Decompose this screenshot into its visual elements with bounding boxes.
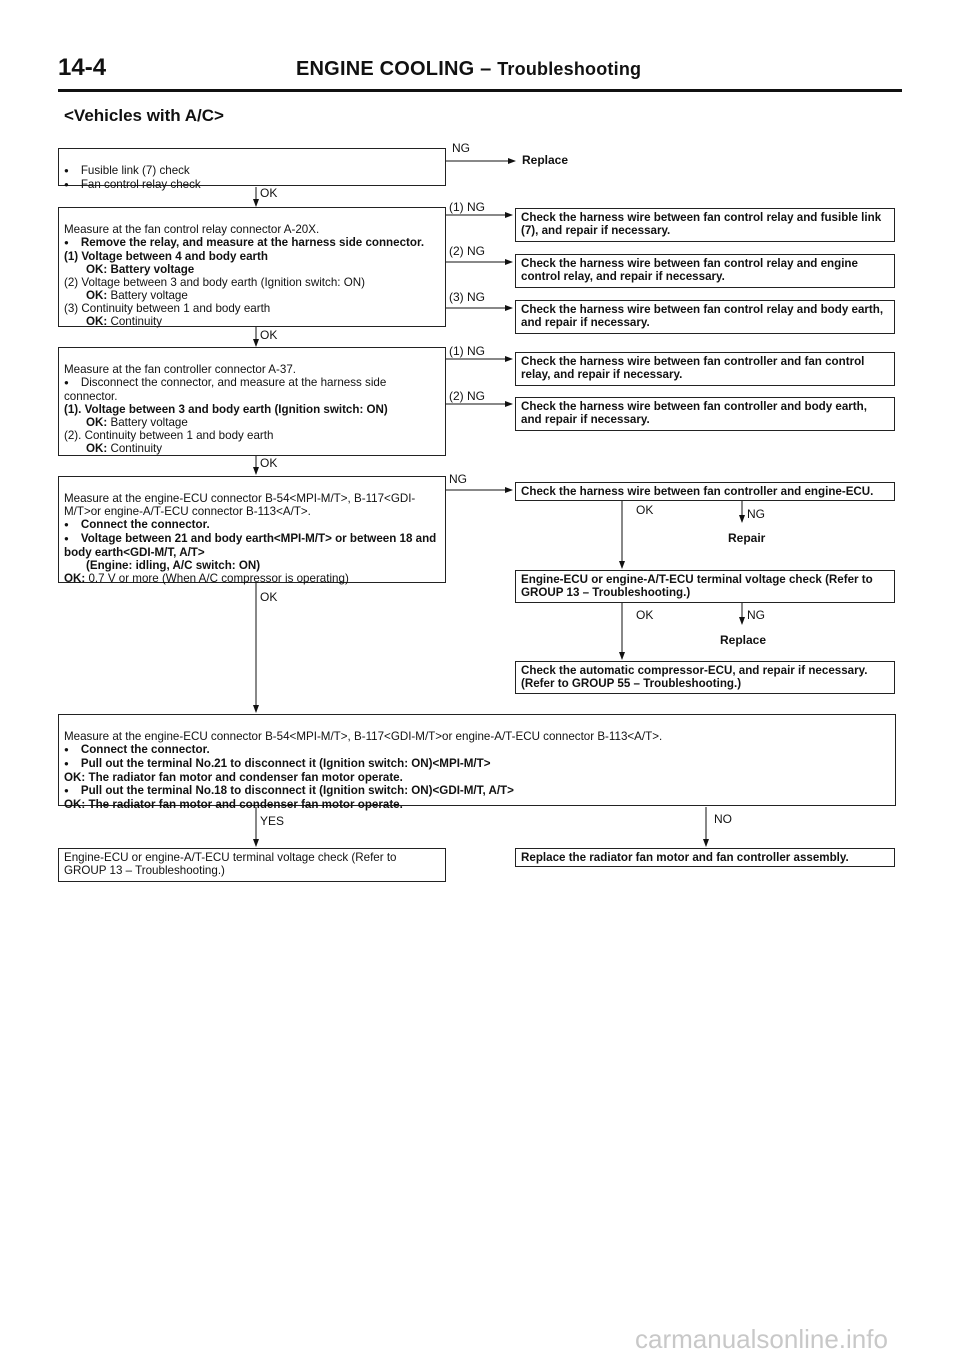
step3-l1: (1). Voltage between 3 and body earth (Ignition switch: ON) <box>64 403 388 416</box>
step2-bullet: ● Remove the relay, and measure at the harness side connector. <box>64 236 424 249</box>
replace-label: Replace <box>720 633 767 647</box>
step2-ng3-label: (3) NG <box>449 290 485 304</box>
step5-bullet-connect: ● Connect the connector. <box>64 743 210 756</box>
step4-bullet-voltage: ● Voltage between 21 and body earth<MPI-M/T> or between 18 and body earth<GDI-M/T, A/T> <box>64 532 439 559</box>
step4-condition: (Engine: idling, A/C switch: ON) <box>86 559 261 572</box>
step2-ng1-label: (1) NG <box>449 200 485 214</box>
step1-replace: Replace <box>522 153 569 167</box>
step5-no18-ok: The radiator fan motor and condenser fan motor operate. <box>85 798 403 811</box>
step4-harness-check: Check the harness wire between fan controller and engine-ECU. <box>515 482 895 501</box>
step2-title: Measure at the fan control relay connector A-20X. <box>64 223 320 236</box>
step2-l2-ok-key: OK: <box>86 289 108 302</box>
step4-box <box>58 476 446 583</box>
step1-bullet-relay: ● Fan control relay check <box>64 178 201 191</box>
step4-terminal-check: Engine-ECU or engine-A/T-ECU terminal voltage check (Refer to GROUP 13 – Troubleshooting.) <box>515 570 895 603</box>
step2-ok-label: OK <box>260 328 278 342</box>
step3-box <box>58 347 446 456</box>
step1-box <box>58 148 446 191</box>
step1-ok-label: OK <box>260 186 278 200</box>
step4-ok: 0.7 V or more (When A/C compressor is operating) <box>85 572 349 585</box>
step3-l2-ok-key: OK: <box>86 442 108 455</box>
step3-ng2-label: (2) NG <box>449 389 485 403</box>
step5-no21-ok: The radiator fan motor and condenser fan motor operate. <box>85 771 403 784</box>
step3-l1-ok-key: OK: <box>86 416 108 429</box>
step4-ok-label: OK <box>260 590 278 604</box>
step5-no18-ok-key: OK: <box>64 798 86 811</box>
step2-ng2-label: (2) NG <box>449 244 485 258</box>
step3-ng1-result: Check the harness wire between fan controller and fan control relay, and repair if necessary. <box>515 352 895 386</box>
step2-ng3-result: Check the harness wire between fan control relay and body earth, and repair if necessary. <box>515 300 895 334</box>
step4-title: Measure at the engine-ECU connector B-54<MPI-M/T>, B-117<GDI-M/T>or engine-A/T-ECU connector B-113<A/T>. <box>64 492 416 518</box>
title-separator: – <box>474 58 498 80</box>
step5-yes-result-text: Engine-ECU or engine-A/T-ECU terminal voltage check (Refer to GROUP 13 – Troubleshooting.) <box>64 851 400 877</box>
step5-box <box>58 714 896 811</box>
harness-ng-label: NG <box>747 507 765 521</box>
repair-label: Repair <box>728 531 766 545</box>
step3-ng2-result: Check the harness wire between fan controller and body earth, and repair if necessary. <box>515 397 895 431</box>
step2-ng2-result: Check the harness wire between fan control relay and engine control relay, and repair if necessary. <box>515 254 895 288</box>
step2-l3-ok: Continuity <box>107 315 163 328</box>
check2-ok-label: OK <box>636 608 654 622</box>
step4-ng-label: NG <box>449 472 467 486</box>
page-number: 14-4 <box>58 54 107 81</box>
step2-l2-ok: Battery voltage <box>107 289 188 302</box>
step2-l3-ok-key: OK: <box>86 315 108 328</box>
step5-no-label: NO <box>714 812 732 826</box>
check2-ng-label: NG <box>747 608 765 622</box>
harness-ok-label: OK <box>636 503 654 517</box>
step5-yes-result <box>58 848 446 882</box>
step4-ok-key: OK: <box>64 572 86 585</box>
step5-yes-label: YES <box>260 814 285 828</box>
title-sub: Troubleshooting <box>497 59 642 79</box>
step1-ng-label: NG <box>452 141 470 155</box>
step1-bullet-fusible: ● Fusible link (7) check <box>64 164 190 177</box>
step2-l3: (3) Continuity between 1 and body earth <box>64 302 271 315</box>
step2-l1: (1) Voltage between 4 and body earth <box>64 250 268 263</box>
watermark: carmanualsonline.info <box>635 1324 888 1354</box>
step3-ok-label: OK <box>260 456 278 470</box>
step3-l2: (2). Continuity between 1 and body earth <box>64 429 274 442</box>
step4-bullet-connect: ● Connect the connector. <box>64 518 210 531</box>
step2-box <box>58 207 446 327</box>
step5-no21-ok-key: OK: <box>64 771 86 784</box>
title-main: ENGINE COOLING <box>296 58 475 80</box>
step4-compressor-check: Check the automatic compressor-ECU, and repair if necessary. (Refer to GROUP 55 – Troubleshooting.) <box>515 661 895 694</box>
step3-bullet: ● Disconnect the connector, and measure at the harness side connector. <box>64 376 390 403</box>
step2-l2: (2) Voltage between 3 and body earth (Ignition switch: ON) <box>64 276 365 289</box>
step2-l1-ok: Battery voltage <box>107 263 195 276</box>
step3-l1-ok: Battery voltage <box>107 416 188 429</box>
section-title: <Vehicles with A/C> <box>64 106 224 125</box>
step5-title: Measure at the engine-ECU connector B-54<MPI-M/T>, B-117<GDI-M/T>or engine-A/T-ECU connector B-113<A/T>. <box>64 730 663 743</box>
step5-bullet-no18: ● Pull out the terminal No.18 to disconnect it (Ignition switch: ON)<GDI-M/T, A/T> <box>64 784 514 797</box>
step2-ng1-result: Check the harness wire between fan control relay and fusible link (7), and repair if necessary. <box>515 208 895 242</box>
step3-title: Measure at the fan controller connector A-37. <box>64 363 297 376</box>
step3-l2-ok: Continuity <box>107 442 163 455</box>
step2-l1-ok-key: OK: <box>86 263 108 276</box>
step3-ng1-label: (1) NG <box>449 344 485 358</box>
step5-bullet-no21: ● Pull out the terminal No.21 to disconnect it (Ignition switch: ON)<MPI-M/T> <box>64 757 491 770</box>
step5-no-result: Replace the radiator fan motor and fan controller assembly. <box>515 848 895 867</box>
